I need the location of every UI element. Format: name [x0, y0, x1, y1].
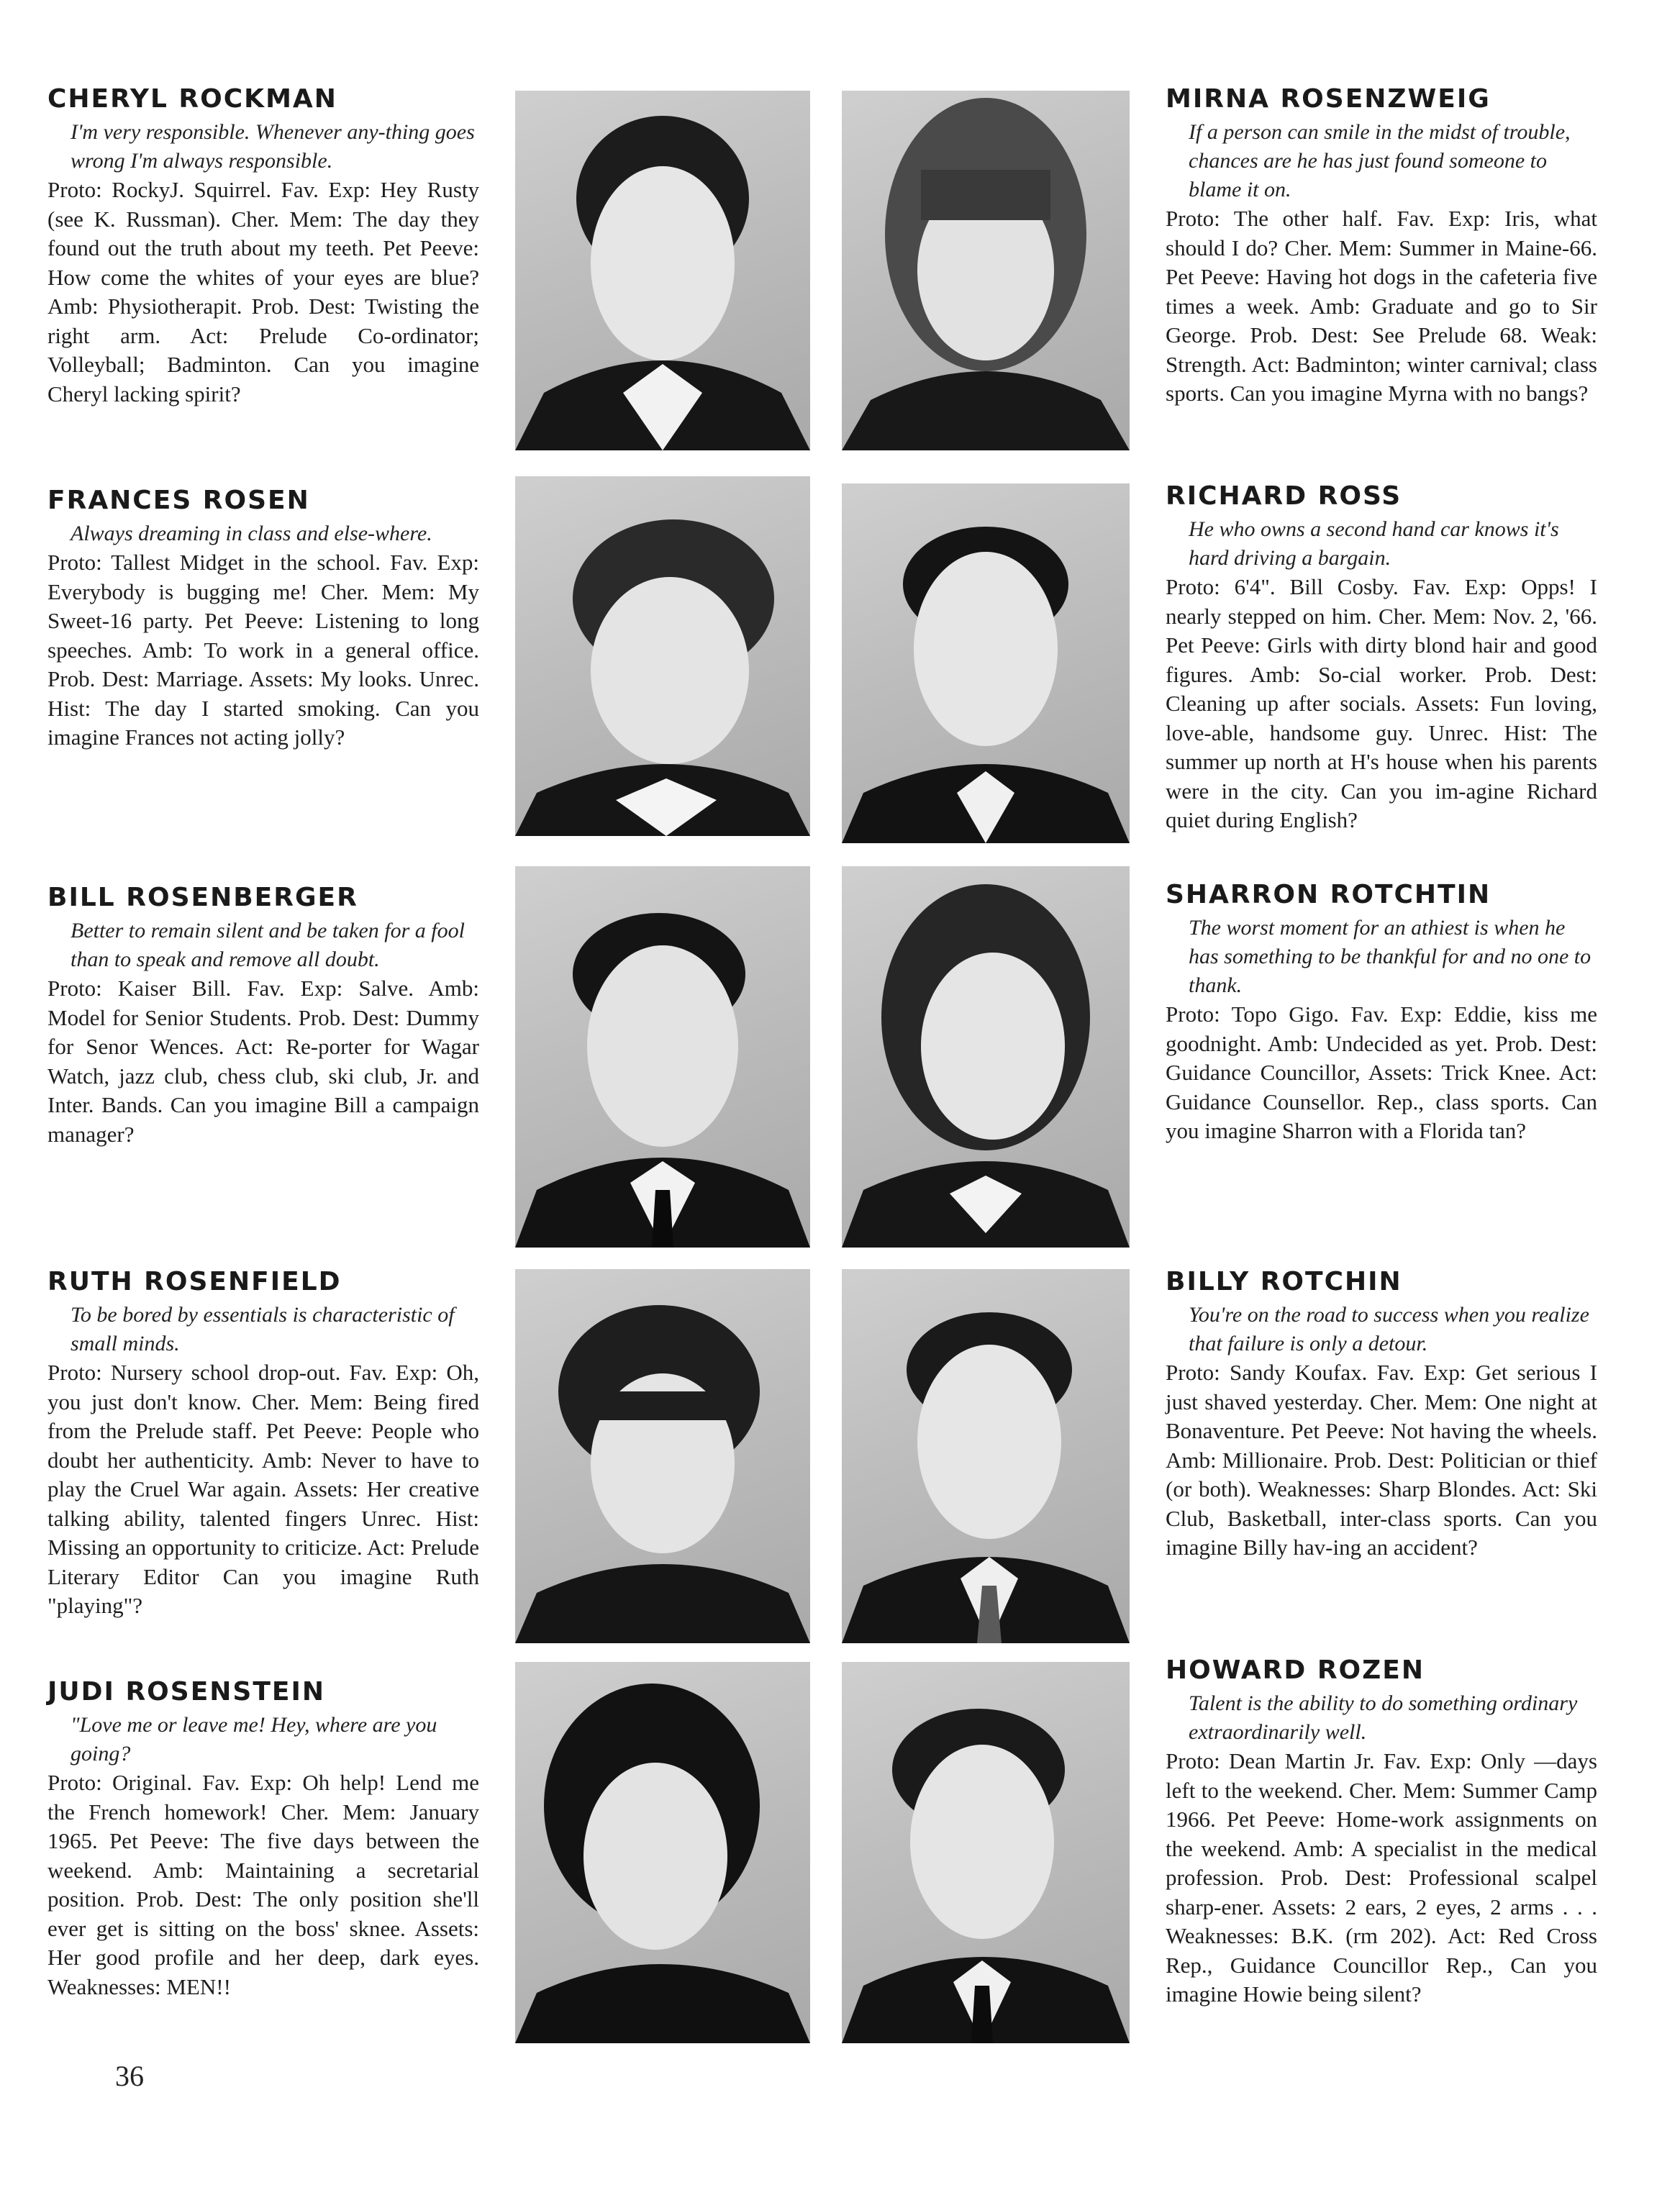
portrait-photo-ruth-rosenfield [515, 1269, 810, 1643]
entry-howard-rozen [1166, 1655, 1597, 2009]
student-name: FRANCES ROSEN [47, 486, 310, 515]
student-bio: Proto: Original. Fav. Exp: Oh help! Lend me the French homework! Cher. Mem: January 1965. Pet Peeve: The five days between the weekend. Amb: Maintaining a secretarial position. Prob. Dest: The only position she'll ever get is sitting on the boss' sknee. Assets: Her good profile and her deep, dark eyes. Weaknesses: MEN!! [47, 1770, 479, 1999]
student-quote: I'm very responsible. Whenever any-thing goes wrong I'm always responsible. [71, 120, 475, 173]
entry-mirna-rosenzweig [1166, 83, 1597, 409]
portrait-photo-mirna-rosenzweig [842, 91, 1130, 450]
portrait-photo-billy-rotchin [842, 1269, 1130, 1643]
entry-judi-rosenstein [47, 1676, 479, 2002]
entry-ruth-rosenfield [47, 1266, 479, 1621]
entry-cheryl-rockman [47, 83, 479, 409]
student-quote: You're on the road to success when you realize that failure is only a detour. [1189, 1303, 1589, 1355]
student-bio: Proto: Kaiser Bill. Fav. Exp: Salve. Amb: Model for Senior Students. Prob. Dest: Dummy for Senor Wences. Act: Re-porter for Wagar Watch, jazz club, chess club, ski club, Jr. and Inter. Bands. Can you imagine Bill a campaign manager? [47, 976, 479, 1147]
student-name: JUDI ROSENSTEIN [47, 1677, 326, 1707]
student-bio: Proto: Nursery school drop-out. Fav. Exp: Oh, you just don't know. Cher. Mem: Being fired from the Prelude staff. Pet Peeve: People who doubt her authenticity. Amb: Never to have to play the Cruel War again. Assets: Her creative talking ability, talented fingers Unrec. Hist: Missing an opportunity to criticize. Act: Prelude Literary Editor Can you imagine Ruth "playing"? [47, 1360, 479, 1618]
portrait-photo-frances-rosen [515, 476, 810, 836]
student-name: MIRNA ROSENZWEIG [1166, 84, 1491, 114]
student-quote: He who owns a second hand car knows it's hard driving a bargain. [1189, 517, 1559, 570]
student-name: RICHARD ROSS [1166, 481, 1402, 511]
entry-bill-rosenberger [47, 882, 479, 1149]
student-bio: Proto: RockyJ. Squirrel. Fav. Exp: Hey Rusty (see K. Russman). Cher. Mem: The day they found out the truth about my teeth. Pet Peeve: How come the whites of your eyes are blue? Amb: Physiotherapit. Prob. Dest: Twisting the right arm. Act: Prelude Co-ordinator; Volleyball; Badminton. Can you imagine Cheryl lacking spirit? [47, 177, 479, 406]
student-bio: Proto: Sandy Koufax. Fav. Exp: Get serious I just shaved yesterday. Cher. Mem: One night at Bonaventure. Pet Peeve: Not having the wheels. Amb: Millionaire. Prob. Dest: Politician or thief (or both). Weaknesses: Sharp Blondes. Act: Ski Club, Basketball, inter-class sports. Can you imagine Billy hav-ing an accident? [1166, 1360, 1597, 1560]
student-name: RUTH ROSENFIELD [47, 1267, 342, 1296]
student-bio: Proto: Dean Martin Jr. Fav. Exp: Only —days left to the weekend. Cher. Mem: Summer Camp 1966. Pet Peeve: Home-work assignments on the weekend. Amb: A specialist in the medical profession. Prob. Dest: Professional scalpel sharp-ener. Assets: 2 ears, 2 eyes, 2 arms . . . Weaknesses: B.K. (rm 202). Act: Red Cross Rep., Guidance Councillor Rep., Can you imagine Howie being silent? [1166, 1748, 1597, 2007]
student-name: BILLY ROTCHIN [1166, 1267, 1402, 1296]
portrait-photo-sharron-rotchtin [842, 866, 1130, 1248]
portrait-photo-cheryl-rockman [515, 91, 810, 450]
student-bio: Proto: Tallest Midget in the school. Fav. Exp: Everybody is bugging me! Cher. Mem: My Sweet-16 party. Pet Peeve: Listening to long speeches. Amb: To work in a general office. Prob. Dest: Marriage. Assets: My looks. Unrec. Hist: The day I started smoking. Can you imagine Frances not acting jolly? [47, 550, 479, 750]
student-bio: Proto: The other half. Fav. Exp: Iris, what should I do? Cher. Mem: Summer in Maine-66. Pet Peeve: Having hot dogs in the cafeteria five times a week. Amb: Graduate and go to Sir George. Prob. Dest: See Prelude 68. Weak: Strength. Act: Badminton; winter carnival; class sports. Can you imagine Myrna with no bangs? [1166, 206, 1597, 406]
student-quote: "Love me or leave me! Hey, where are you going? [71, 1713, 437, 1766]
student-name: HOWARD ROZEN [1166, 1655, 1425, 1685]
student-quote: To be bored by essentials is characteristic of small minds. [71, 1303, 455, 1355]
entry-richard-ross [1166, 481, 1597, 835]
entry-frances-rosen [47, 485, 479, 753]
entry-billy-rotchin [1166, 1266, 1597, 1563]
student-quote: The worst moment for an athiest is when he has something to be thankful for and no one to thank. [1189, 916, 1592, 997]
student-bio: Proto: Topo Gigo. Fav. Exp: Eddie, kiss me goodnight. Amb: Undecided as yet. Prob. Dest: Guidance Councillor, Assets: Trick Knee. Act: Guidance Counsellor. Rep., class sports. Can you imagine Sharron with a Florida tan? [1166, 1001, 1597, 1143]
student-name: SHARRON ROTCHTIN [1166, 880, 1491, 909]
student-name: CHERYL ROCKMAN [47, 84, 337, 114]
student-quote: Better to remain silent and be taken for a fool than to speak and remove all doubt. [71, 919, 465, 971]
student-quote: If a person can smile in the midst of trouble, chances are he has just found someone to blame it on. [1189, 120, 1571, 201]
student-quote: Always dreaming in class and else-where. [71, 522, 432, 545]
student-name: BILL ROSENBERGER [47, 883, 358, 912]
portrait-photo-judi-rosenstein [515, 1662, 810, 2043]
entry-sharron-rotchtin [1166, 879, 1597, 1146]
portrait-photo-howard-rozen [842, 1662, 1130, 2043]
portrait-photo-richard-ross [842, 483, 1130, 843]
portrait-photo-bill-rosenberger [515, 866, 810, 1248]
student-bio: Proto: 6'4". Bill Cosby. Fav. Exp: Opps! I nearly stepped on him. Cher. Mem: Nov. 2, '66. Pet Peeve: Girls with dirty blond hair and good figures. Amb: So-cial worker. Prob. Dest: Cleaning up after socials. Assets: Fun loving, love-able, handsome guy. Unrec. Hist: The summer up north at H's house when his parents were in the city. Can you im-agine Richard quiet during English? [1166, 574, 1597, 832]
page-number: 36 [115, 2060, 144, 2092]
student-quote: Talent is the ability to do something ordinary extraordinarily well. [1189, 1691, 1578, 1744]
